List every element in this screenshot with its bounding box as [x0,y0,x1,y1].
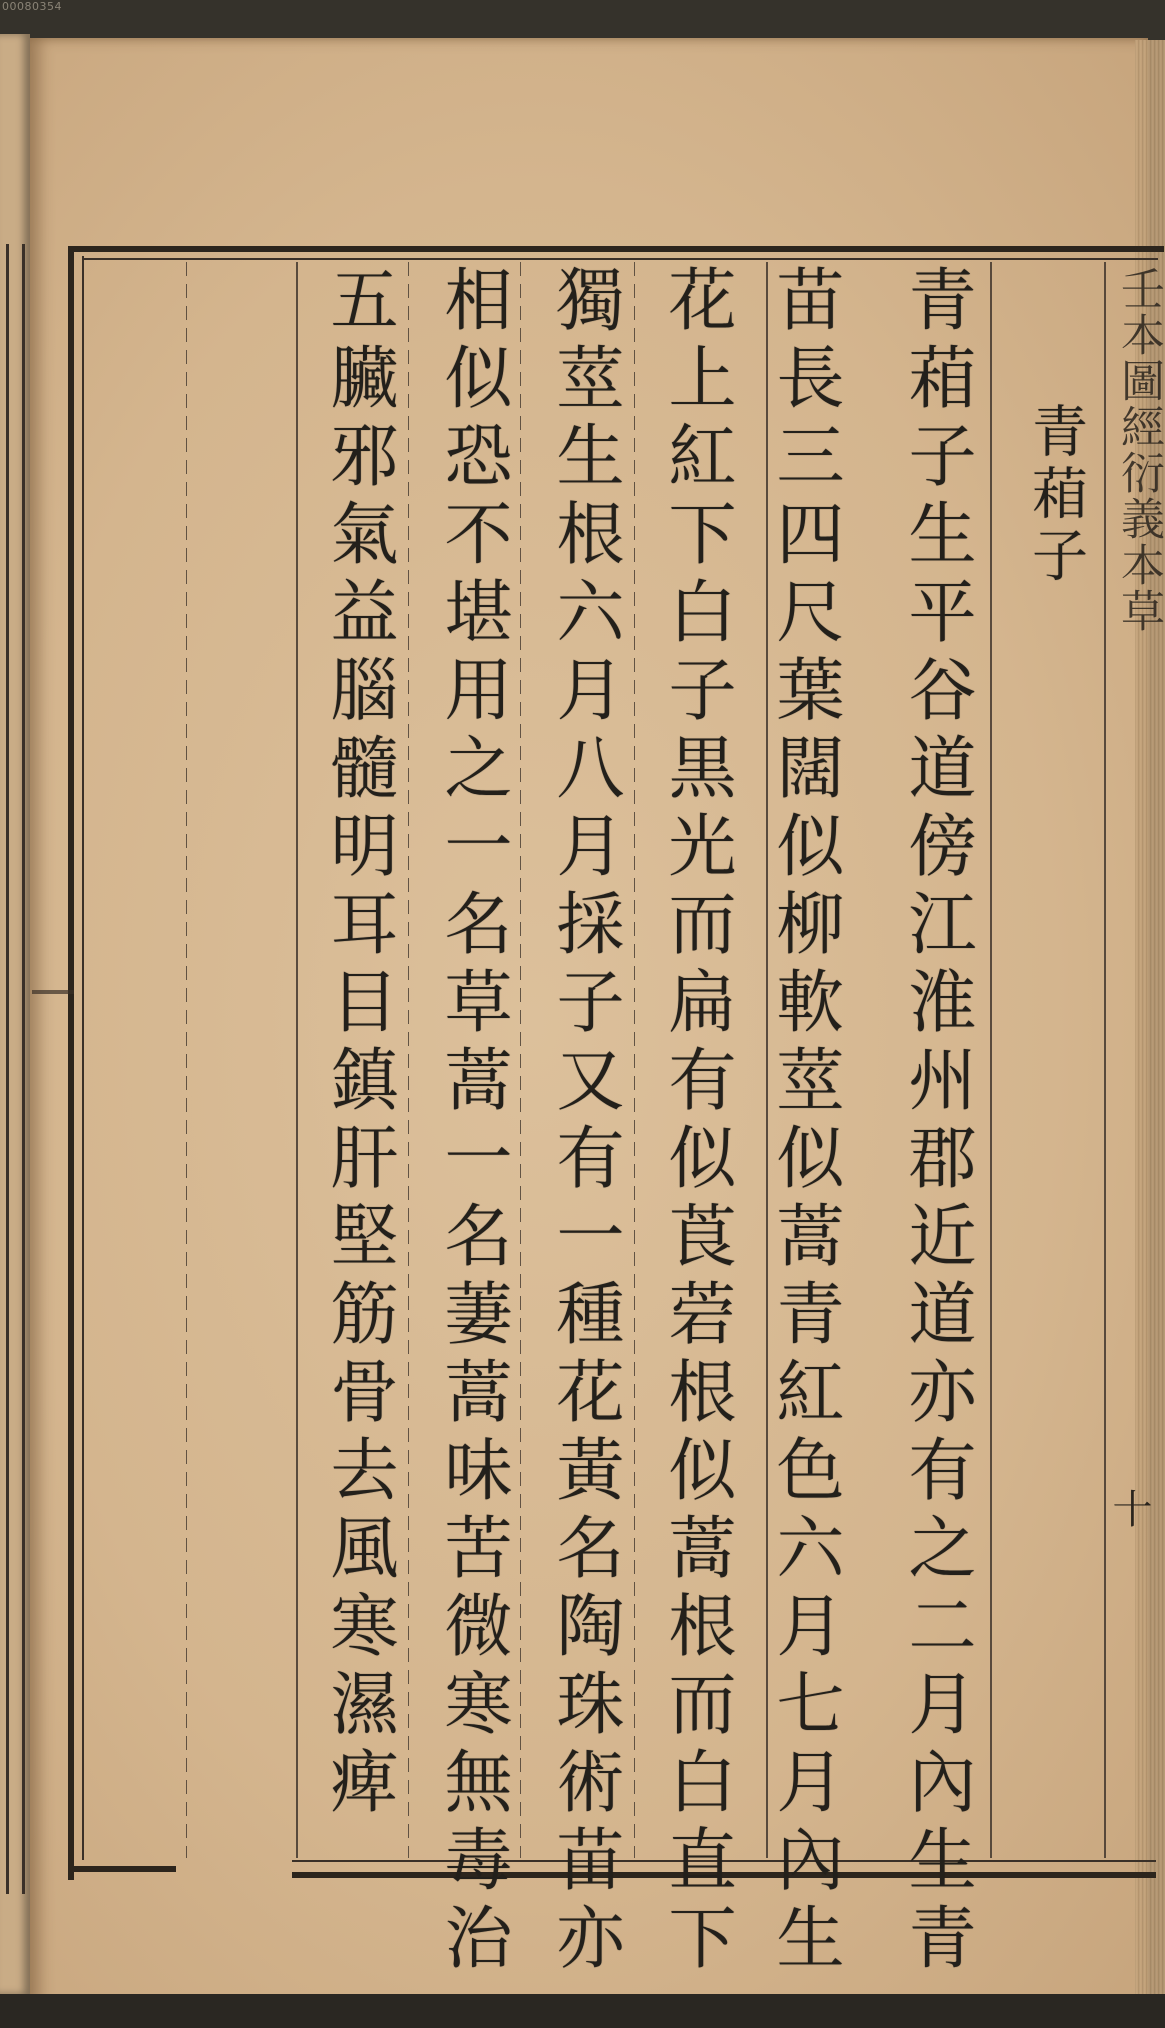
text-column-4: 獨莖生根六月八月採子又有一種花黃名陶珠術苗亦 [545,264,624,1980]
column-rule [990,262,992,1858]
scanner-bottom-edge [0,1994,1165,2028]
text-column-2: 苗長三四尺葉闊似柳軟莖似蒿青紅色六月七月內生 [765,264,844,1980]
text-column-1: 青葙子生平谷道傍江淮州郡近道亦有之二月內生青 [897,264,976,1980]
frame-side-notch [32,990,74,994]
text-column-5: 相似恐不堪用之一名草蒿一名萋蒿味苦微寒無毒治 [433,264,512,1980]
text-column-6: 五臟邪氣益腦髓明耳目鎮肝堅筋骨去風寒濕痺 [319,264,398,1824]
column-rule [1104,262,1106,1858]
entry-title: 青葙子 [1023,402,1088,588]
column-rule [186,262,187,1858]
previous-page-rule [6,244,9,1894]
running-head: 壬本圖經衍義本草 [1113,266,1164,634]
column-rule [296,262,298,1858]
previous-page-edge [0,34,30,1994]
scan-id-label: 00080354 [2,0,62,13]
previous-page-rule [22,244,25,1894]
text-column-3: 花上紅下白子黒光而扁有似莨菪根似蒿根而白直下 [657,264,736,1980]
frame-bottom-left-line [68,1866,176,1872]
frame-top-inner-line [82,258,1158,260]
frame-left-inner-line [82,256,84,1860]
column-rule [520,262,521,1858]
column-rule [408,262,409,1858]
column-rule [634,262,635,1858]
leaf-number: 十 [1106,1488,1152,1528]
